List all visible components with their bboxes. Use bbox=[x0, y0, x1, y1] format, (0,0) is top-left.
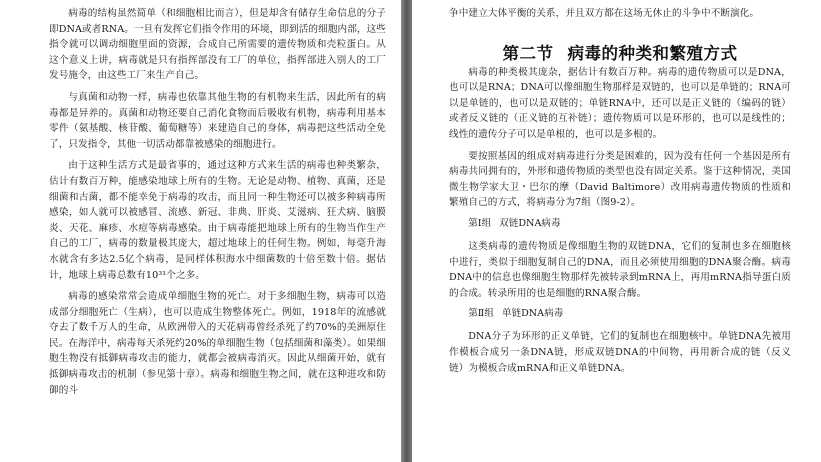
paragraph: 要按照基因的组成对病毒进行分类是困难的，因为没有任何一个基因是所有病毒共同拥有的，外形和遗传物质的类型也没有固定关系。鉴于这种情况，美国微生物学家大卫・巴尔的摩（David Baltimore）改用病毒遗传物质的性质和繁殖自己的方式，将病毒分为7组（图9-2）。 bbox=[449, 150, 791, 209]
section-number: 第二节 bbox=[502, 43, 554, 63]
paragraph: 病毒的种类极其庞杂，据估计有数百万种。病毒的遗传物质可以是DNA，也可以是RNA；DNA可以像细胞生物那样是双链的，也可以是单链的；RNA可以是单链的，也可以是双链的；单链RNA中，还可以是正义链的（编码的链）或者反义链的（正义链的互补链）；遗传物质可以是环形的，也可以是线性的；线性的遗传分子可以是单根的，也可以是多根的。 bbox=[449, 66, 791, 140]
right-page bbox=[412, 0, 821, 462]
group-title: 单链DNA病毒 bbox=[501, 308, 564, 320]
left-page bbox=[0, 0, 401, 462]
paragraph: 由于这种生活方式是最省事的，通过这种方式来生活的病毒也种类繁杂，估计有数百万种，能感染地球上所有的生物。无论是动物、植物、真菌，还是细菌和古菌，都不能幸免于病毒的攻击，而且同一种生物还可以被多种病毒所感染，如人就可以被感冒、流感、新冠、非典、肝炎、艾滋病、狂犬病、脑膜炎、天花、麻疹、水痘等病毒感染。由于病毒能把地球上所有的生物当作生产自己的工厂，病毒的数量极其庞大，超过地球上的任何生物。例如，每毫升海水就含有多达2.5亿个病毒，是同样体积海水中细菌数的十倍至数十倍。据估计，地球上病毒总数有10³¹个之多。 bbox=[49, 160, 386, 281]
group-number: 第Ⅱ组 bbox=[468, 308, 494, 320]
group-number: 第Ⅰ组 bbox=[468, 217, 492, 229]
group-heading bbox=[449, 217, 791, 231]
paragraph: 这类病毒的遗传物质是像细胞生物的双链DNA，它们的复制也多在细胞核中进行，类似于细胞复制自己的DNA，而且必须使用细胞的DNA聚合酶。病毒DNA中的信息也像细胞生物那样先被转录到mRNA上，再用mRNA指导蛋白质的合成。转录所用的也是细胞的RNA聚合酶。 bbox=[449, 240, 791, 299]
paragraph: DNA分子为环形的正义单链，它们的复制也在细胞核中。单链DNA先被用作模板合成另一条DNA链，形成双链DNA的中间物，再用新合成的链（反义链）为模板合成mRNA和正义单链DNA。 bbox=[449, 331, 791, 374]
section-heading bbox=[449, 43, 791, 65]
paragraph: 病毒的感染常常会造成单细胞生物的死亡。对于多细胞生物，病毒可以造成部分细胞死亡（生病），也可以造成生物整体死亡。例如，1918年的流感就夺去了数千万人的生命，从欧洲带入的天花病毒曾经杀死了约70%的美洲原住民。在海洋中，病毒每天杀死约20%的单细胞生物（包括细菌和藻类）。如果细胞生物没有抵御病毒攻击的能力，就都会被病毒消灭。因此从细菌开始，就有抵御病毒攻击的机制（参见第十章）。病毒和细胞生物之间，就在这种进攻和防御的斗 bbox=[49, 291, 386, 396]
group-heading bbox=[449, 307, 791, 321]
paragraph: 与真菌和动物一样，病毒也依靠其他生物的有机物来生活，因此所有的病毒都是异养的。真菌和动物还要自己消化食物而后吸收有机物，病毒利用基本零件（氨基酸、核苷酸、葡萄糖等）来建造自己的身体，病毒把这些活动全免了，只发指令，其他一切活动都靠被感染的细胞进行。 bbox=[49, 91, 386, 150]
group-title: 双链DNA病毒 bbox=[499, 217, 561, 229]
section-title: 病毒的种类和繁殖方式 bbox=[567, 43, 738, 63]
continued-paragraph: 争中建立大体平衡的关系，并且双方都在这场无休止的斗争中不断演化。 bbox=[449, 8, 760, 19]
paragraph: 病毒的结构虽然简单（和细胞相比而言），但是却含有储存生命信息的分子即DNA或者RNA。一旦有发挥它们指令作用的环境，即到活的细胞内部，这些指令就可以调动细胞里面的资源，合成自己所需要的遗传物质和壳粒蛋白。从这个意义上讲，病毒就是只有指挥部没有工厂的单位，指挥部进入别人的工厂发号施令，由这些工厂来生产自己。 bbox=[49, 8, 386, 82]
page-gutter bbox=[401, 0, 412, 462]
